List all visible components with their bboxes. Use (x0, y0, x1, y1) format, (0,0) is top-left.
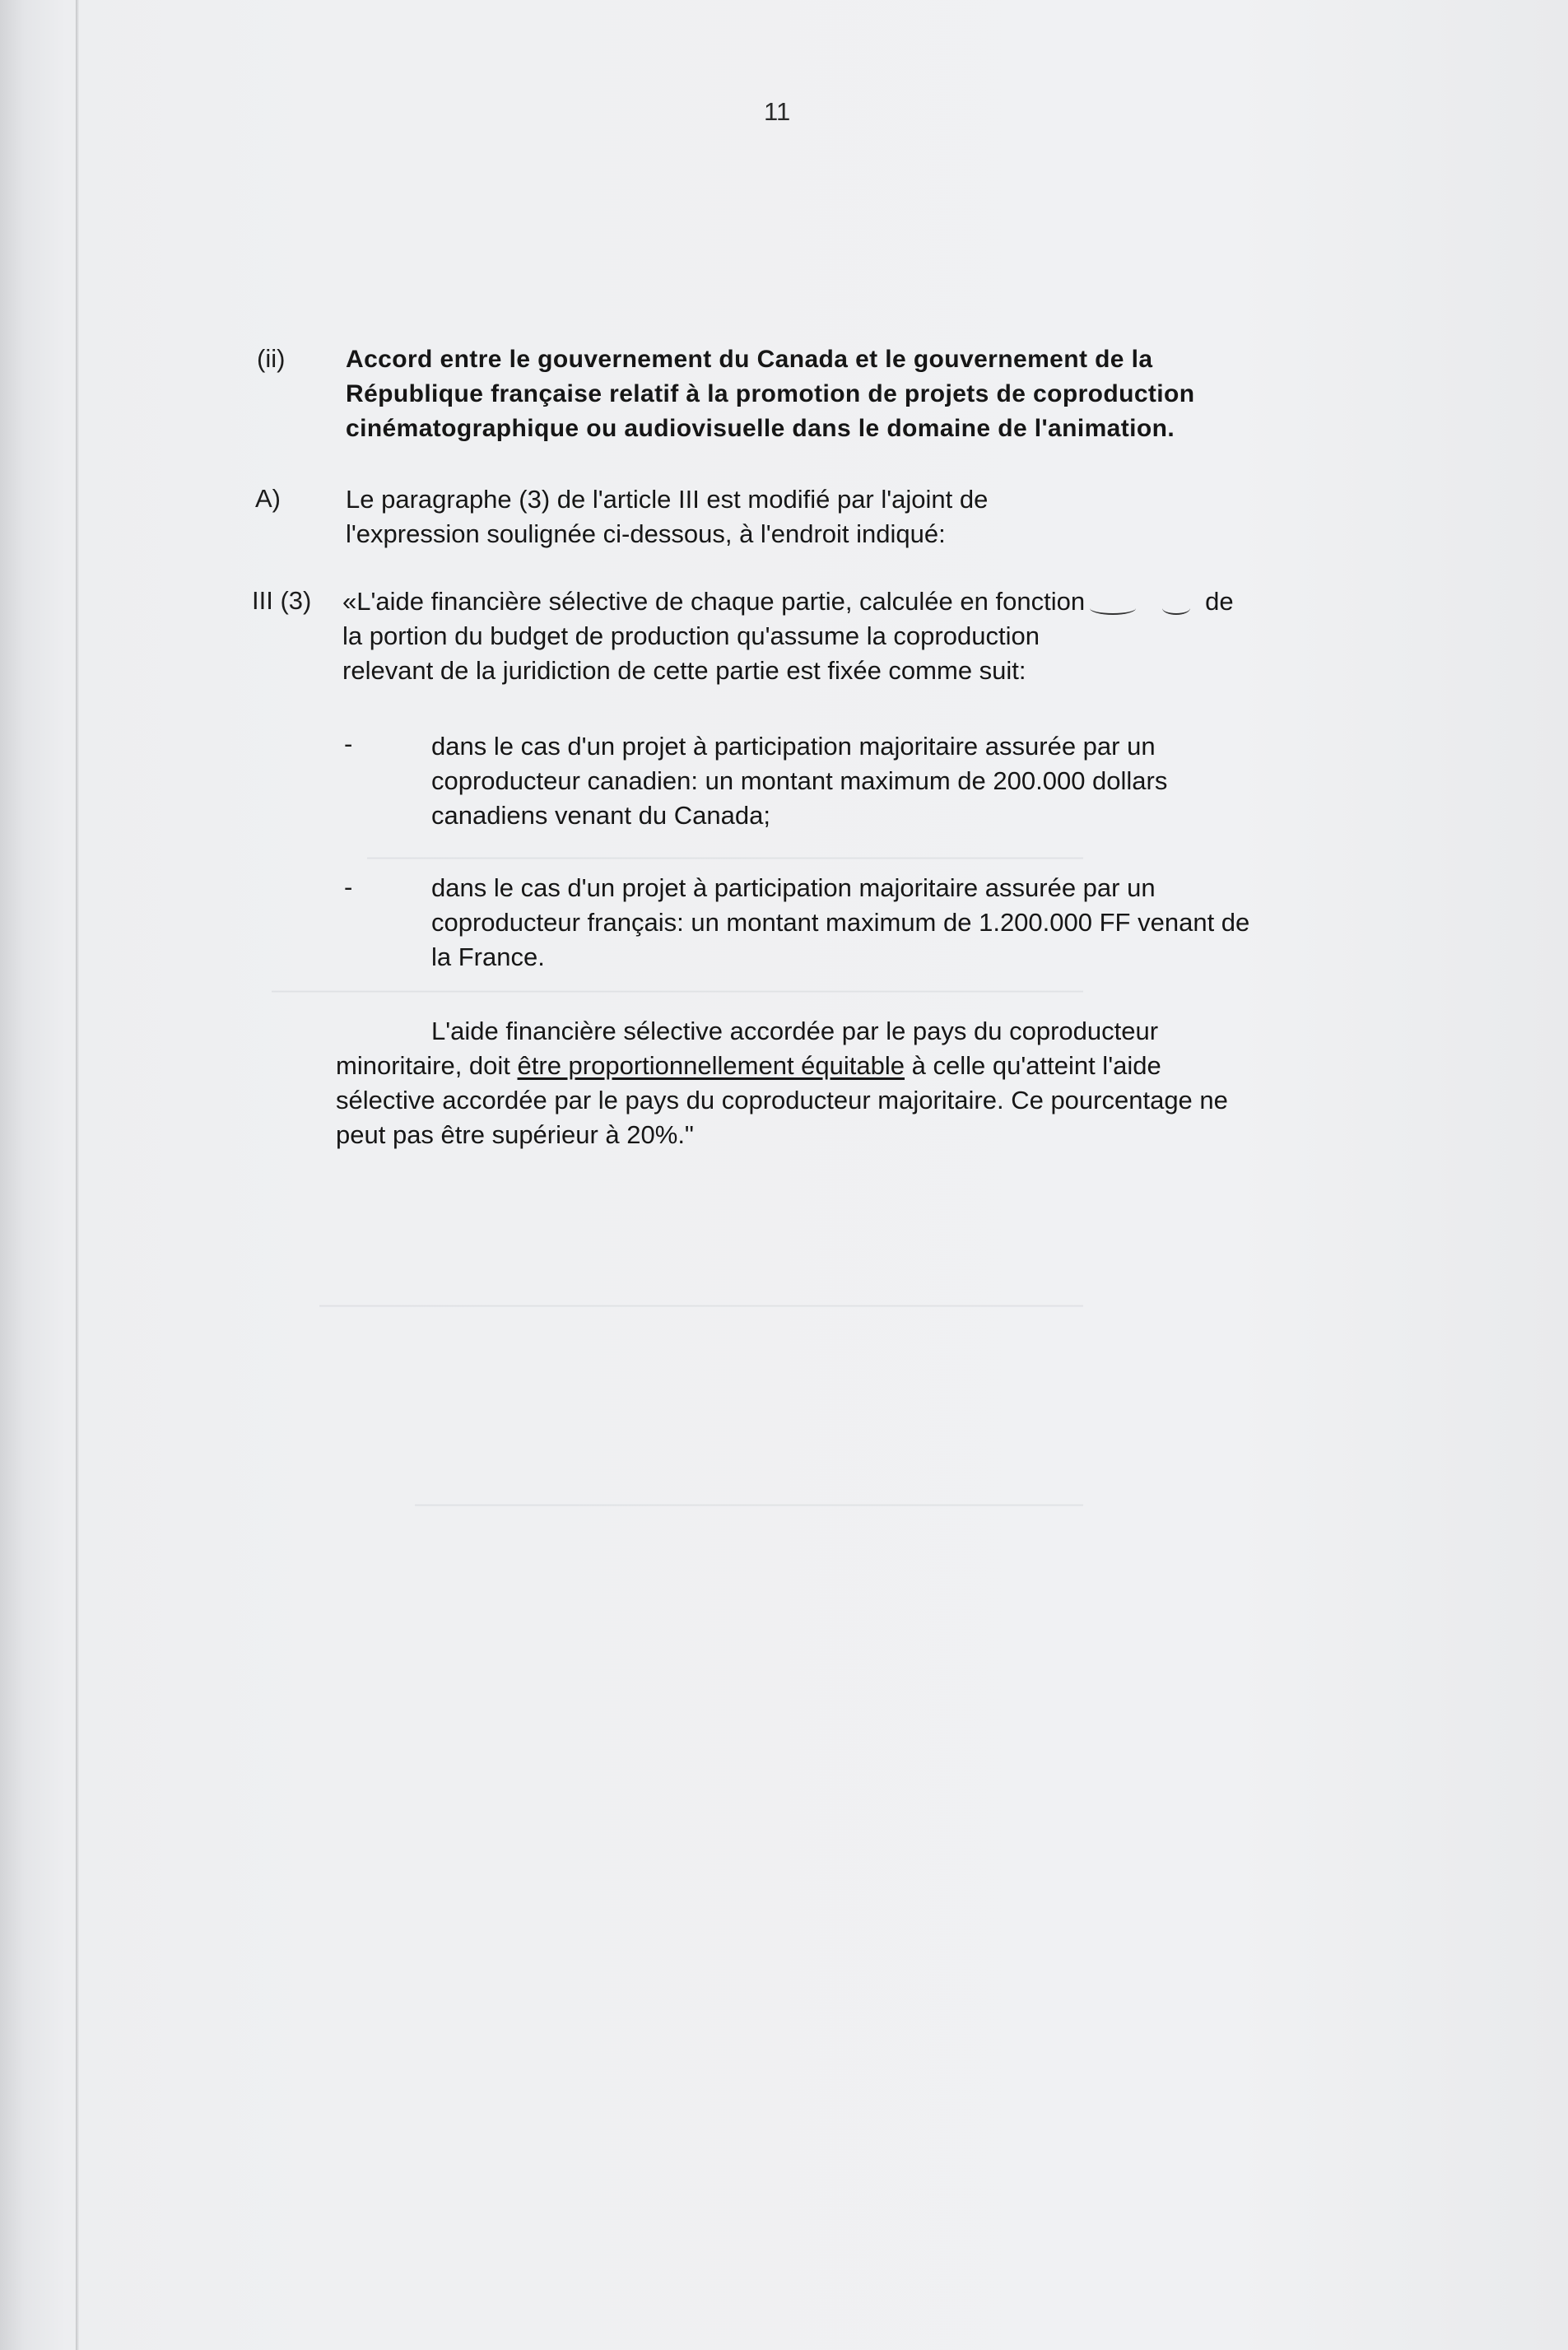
binding-edge (76, 0, 79, 2350)
article-line: relevant de la juridiction de cette partie est fixée comme suit: (342, 656, 1026, 685)
section-title-line: cinématographique ou audiovisuelle dans le domaine de l'animation. (346, 415, 1175, 442)
bullet-marker: - (344, 873, 353, 901)
article-label: III (3) (252, 586, 312, 615)
closing-line: peut pas être supérieur à 20%." (336, 1120, 694, 1149)
closing-line: sélective accordée par le pays du coproducteur majoritaire. Ce pourcentage ne (336, 1086, 1228, 1115)
insertion-mark (1090, 602, 1136, 615)
bullet-line: canadiens venant du Canada; (431, 801, 770, 830)
section-label: (ii) (257, 344, 286, 373)
closing-line2-start: minoritaire, doit (336, 1051, 518, 1080)
bullet-line: dans le cas d'un projet à participation majoritaire assurée par un (431, 732, 1156, 761)
article-text (342, 584, 1234, 688)
item-a-label: A) (255, 484, 281, 513)
article-first-line (342, 584, 1234, 619)
item-a-line: Le paragraphe (3) de l'article III est modifié par l'ajoint de (346, 485, 989, 514)
closing-line2-end: à celle qu'atteint l'aide (905, 1051, 1161, 1080)
closing-paragraph (336, 1014, 1228, 1152)
section-title (346, 342, 1194, 446)
article-first-line-end: de (1205, 587, 1234, 616)
bullet-item (431, 729, 1167, 833)
closing-line (336, 1049, 1228, 1083)
underlined-expression: être proportionnellement équitable (517, 1051, 905, 1080)
article-line: la portion du budget de production qu'assume la coproduction (342, 621, 1040, 650)
bullet-item (431, 871, 1249, 975)
bullet-line: la France. (431, 942, 545, 971)
show-through-bleed: —————————————————————————————— —————————————————————————————————— ———————————————————————————————— ———————————————————————————— (272, 844, 1083, 1517)
item-a-text (346, 482, 988, 551)
section-title-line: Accord entre le gouvernement du Canada et le gouvernement de la (346, 346, 1153, 373)
item-a-line: l'expression soulignée ci-dessous, à l'endroit indiqué: (346, 519, 946, 548)
bullet-line: coproducteur français: un montant maximum de 1.200.000 FF venant de (431, 908, 1250, 937)
section-title-line: République française relatif à la promotion de projets de coproduction (346, 380, 1195, 407)
page-number: 11 (764, 97, 791, 126)
bullet-line: coproducteur canadien: un montant maximum de 200.000 dollars (431, 766, 1168, 795)
bullet-marker: - (344, 729, 353, 758)
closing-line: L'aide financière sélective accordée par le pays du coproducteur (431, 1017, 1159, 1045)
bullet-line: dans le cas d'un projet à participation majoritaire assurée par un (431, 873, 1156, 902)
insertion-mark (1162, 602, 1190, 615)
article-first-line-start: «L'aide financière sélective de chaque partie, calculée en fonction (342, 587, 1086, 616)
